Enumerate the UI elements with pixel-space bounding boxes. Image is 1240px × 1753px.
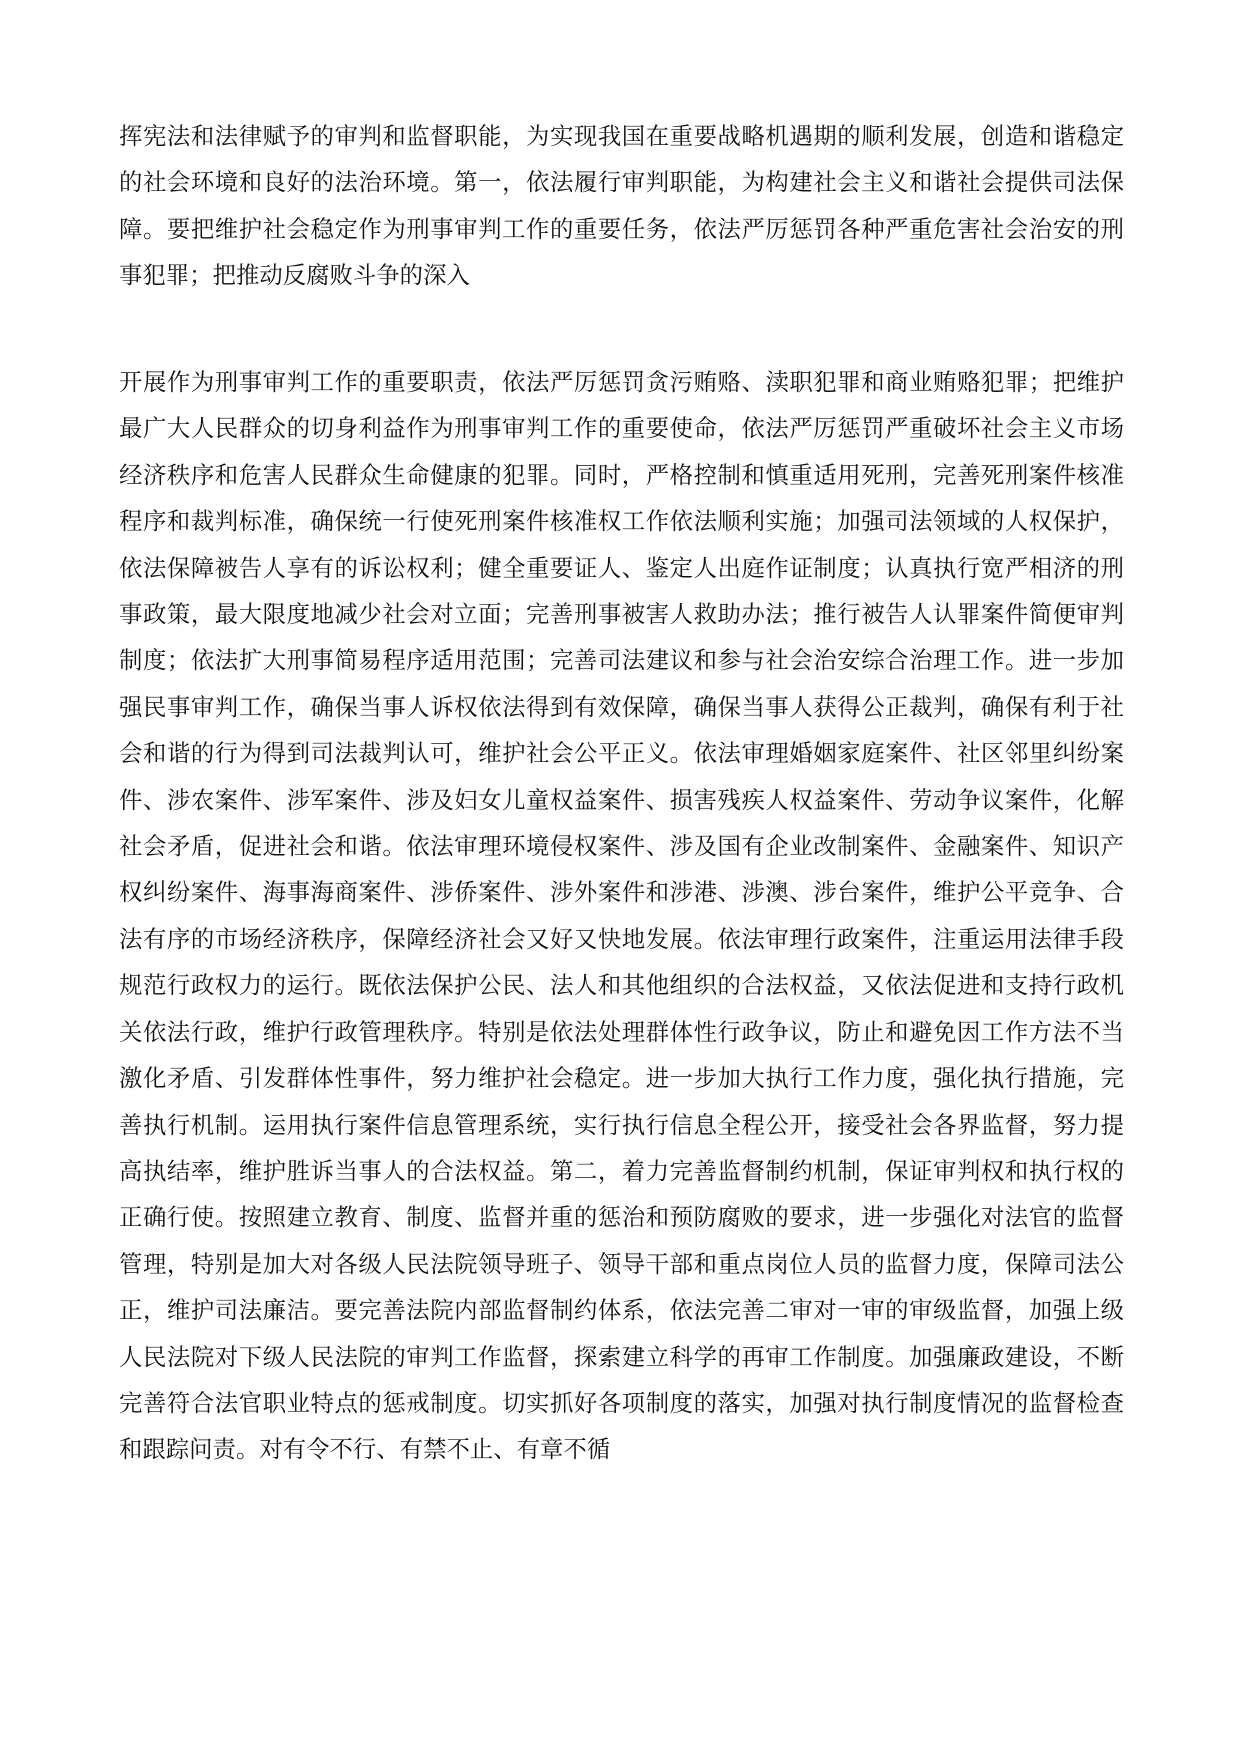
paragraph-2: 开展作为刑事审判工作的重要职责，依法严厉惩罚贪污贿赂、渎职犯罪和商业贿赂犯罪；把维护最广大人民群众的切身利益作为刑事审判工作的重要使命，依法严厉惩罚严重破坏社会主义市场经济秩序和危害人民群众生命健康的犯罪。同时，严格控制和慎重适用死刑，完善死刑案件核准程序和裁判标准，确保统一行使死刑案件核准权工作依法顺利实施；加强司法领域的人权保护，依法保障被告人享有的诉讼权利；健全重要证人、鉴定人出庭作证制度；认真执行宽严相济的刑事政策，最大限度地减少社会对立面；完善刑事被害人救助办法；推行被告人认罪案件简便审判制度；依法扩大刑事简易程序适用范围；完善司法建议和参与社会治安综合治理工作。进一步加强民事审判工作，确保当事人诉权依法得到有效保障，确保当事人获得公正裁判，确保有利于社会和谐的行为得到司法裁判认可，维护社会公平正义。依法审理婚姻家庭案件、社区邻里纠纷案件、涉农案件、涉军案件、涉及妇女儿童权益案件、损害残疾人权益案件、劳动争议案件，化解社会矛盾，促进社会和谐。依法审理环境侵权案件、涉及国有企业改制案件、金融案件、知识产权纠纷案件、海事海商案件、涉侨案件、涉外案件和涉港、涉澳、涉台案件，维护公平竞争、合法有序的市场经济秩序，保障经济社会又好又快地发展。依法审理行政案件，注重运用法律手段规范行政权力的运行。既依法保护公民、法人和其他组织的合法权益，又依法促进和支持行政机关依法行政，维护行政管理秩序。特别是依法处理群体性行政争议，防止和避免因工作方法不当激化矛盾、引发群体性事件，努力维护社会稳定。进一步加大执行工作力度，强化执行措施，完善执行机制。运用执行案件信息管理系统，实行执行信息全程公开，接受社会各界监督，努力提高执结率，维护胜诉当事人的合法权益。第二，着力完善监督制约机制，保证审判权和执行权的正确行使。按照建立教育、制度、监督并重的惩治和预防腐败的要求，进一步强化对法官的监督管理，特别是加大对各级人民法院领导班子、领导干部和重点岗位人员的监督力度，保障司法公正，维护司法廉洁。要完善法院内部监督制约体系，依法完善二审对一审的审级监督，加强上级人民法院对下级人民法院的审判工作监督，探索建立科学的再审工作制度。加强廉政建设，不断完善符合法官职业特点的惩戒制度。切实抓好各项制度的落实，加强对执行制度情况的监督检查和跟踪问责。对有令不行、有禁不止、有章不循 [119,368,1124,1464]
paragraph-1: 挥宪法和法律赋予的审判和监督职能，为实现我国在重要战略机遇期的顺利发展，创造和谐稳定的社会环境和良好的法治环境。第一，依法履行审判职能，为构建社会主义和谐社会提供司法保障。要把维护社会稳定作为刑事审判工作的重要任务，依法严厉惩罚各种严重危害社会治安的刑事犯罪；把推动反腐败斗争的深入 [119,122,1124,290]
